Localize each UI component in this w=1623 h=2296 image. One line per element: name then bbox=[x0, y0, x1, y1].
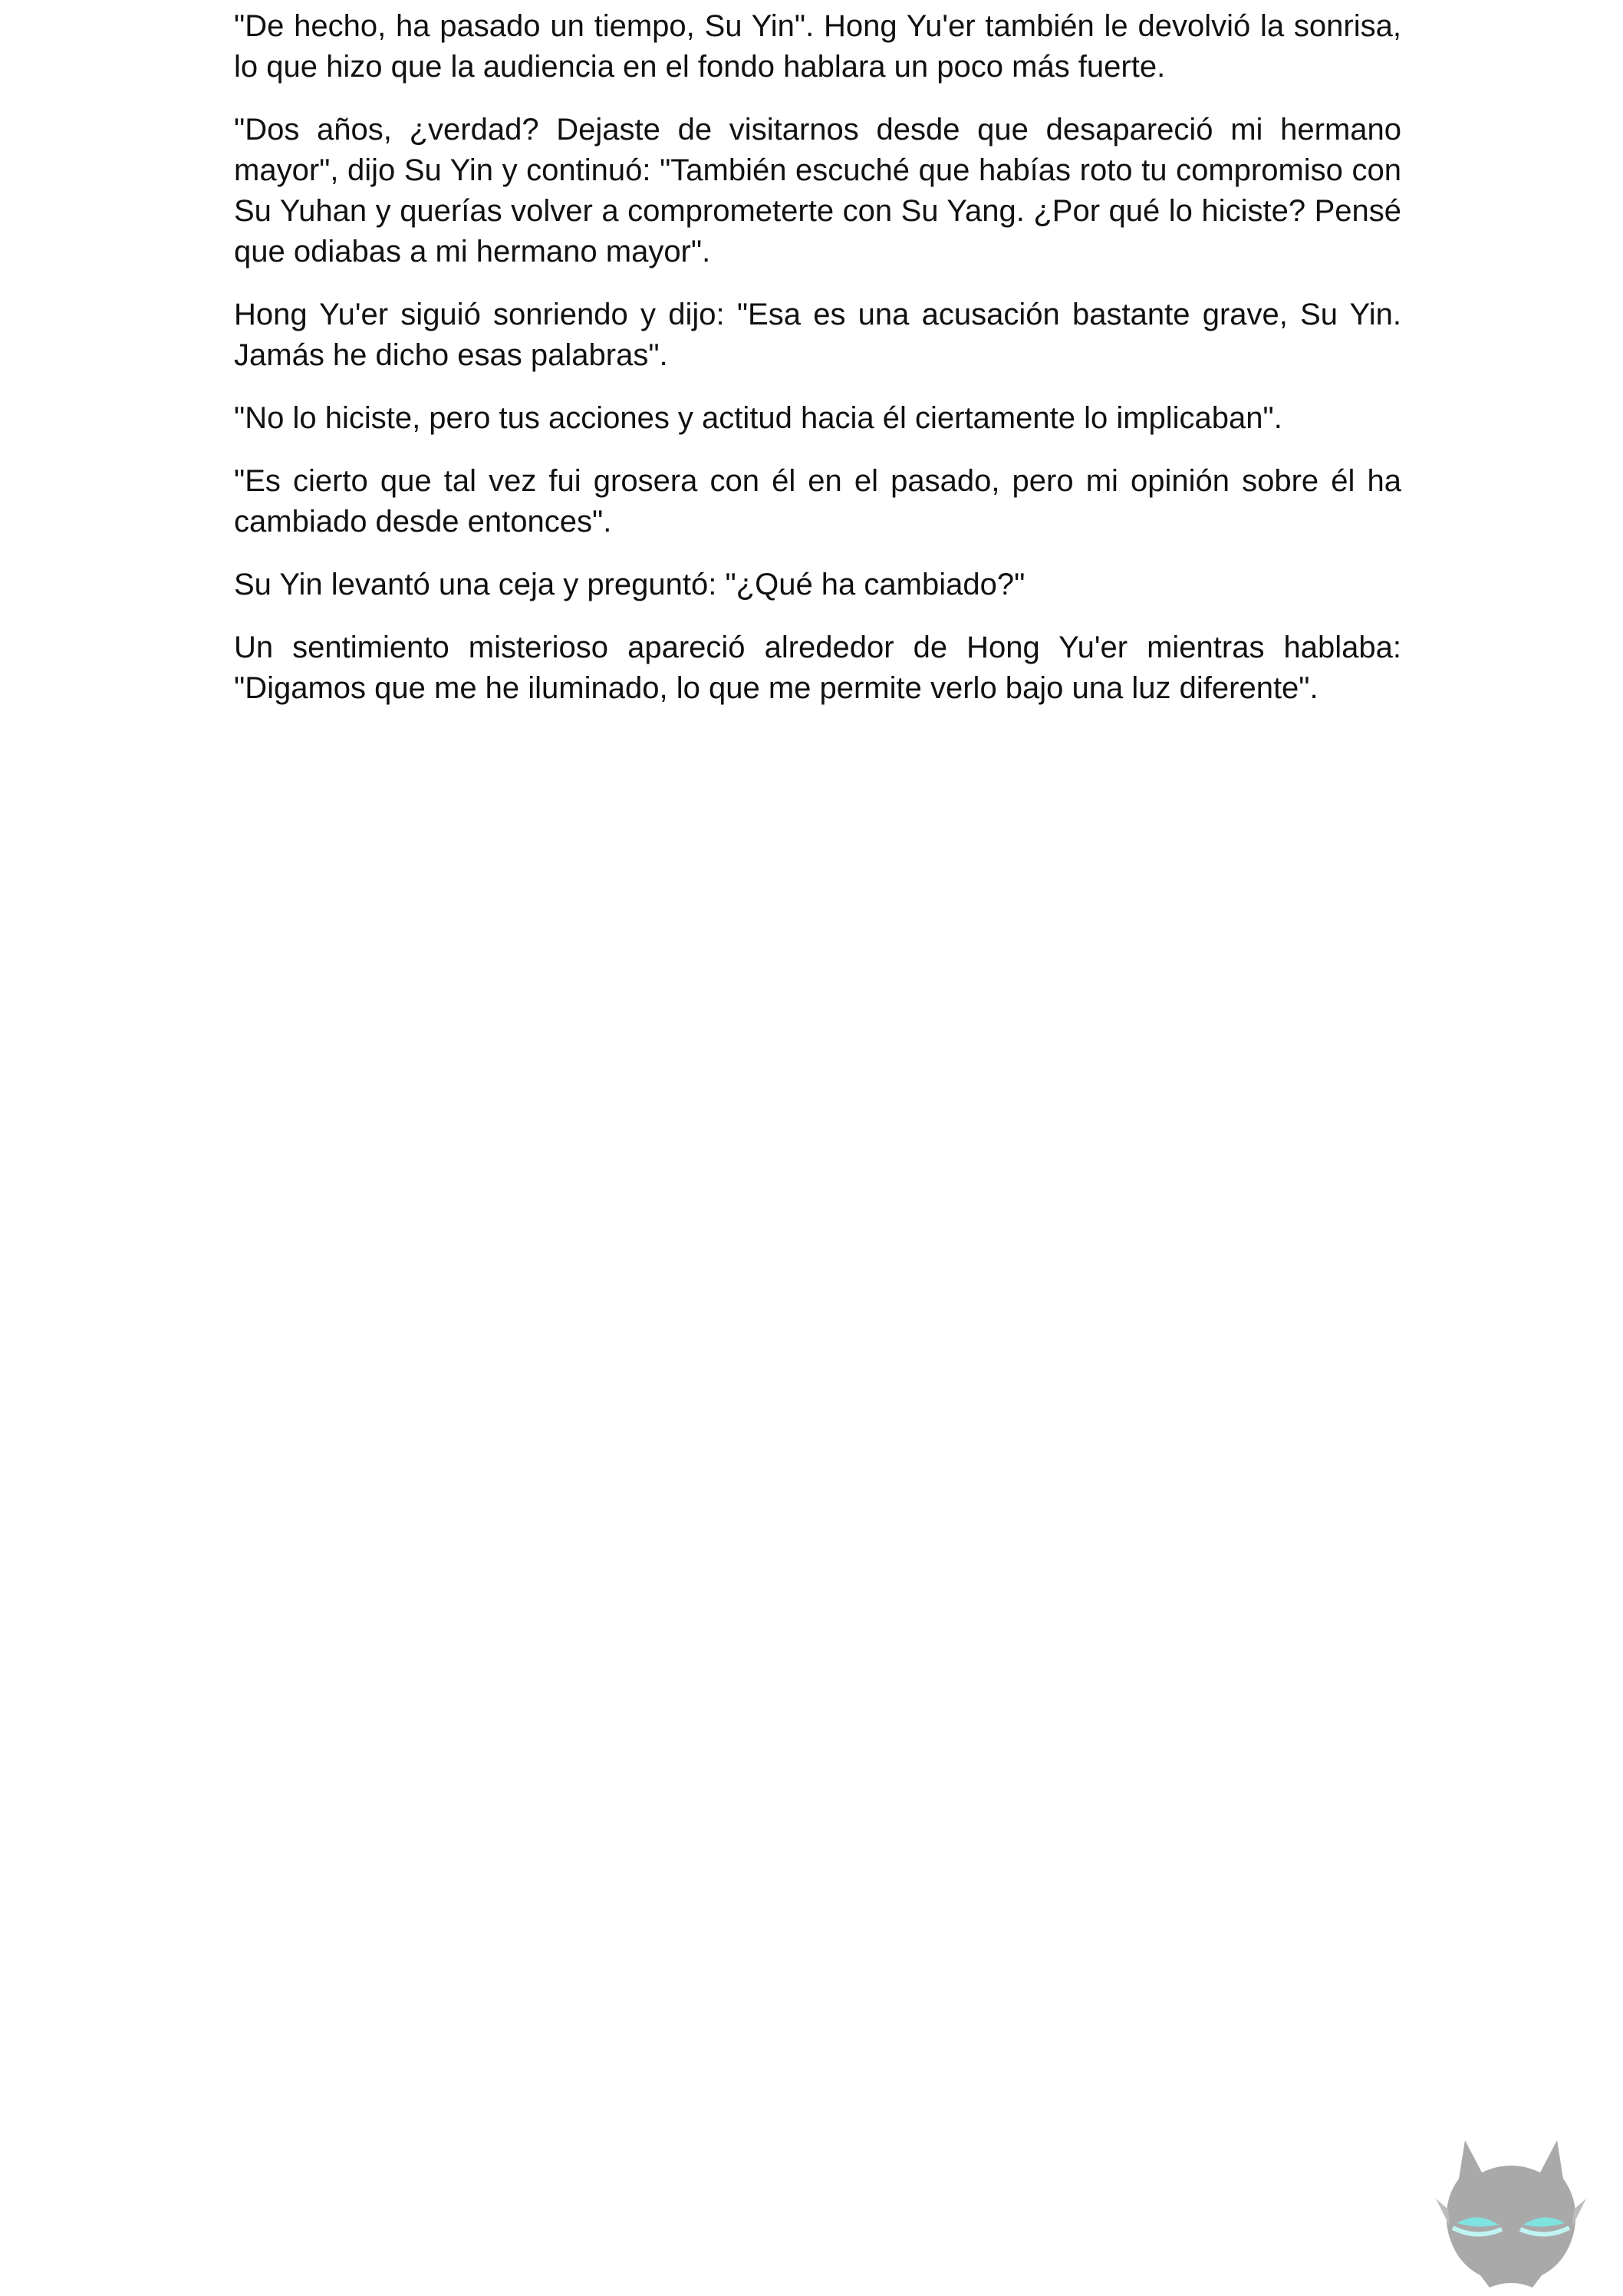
demon-head-logo-icon bbox=[1434, 2125, 1588, 2290]
logo-right-spike bbox=[1572, 2199, 1586, 2226]
document-body bbox=[234, 6, 1401, 731]
paragraph: "Dos años, ¿verdad? Dejaste de visitarnos desde que desapareció mi hermano mayor", dijo Su Yin y continuó: "También escuché que habías roto tu compromiso con Su Yuhan y querías volver a comprometerte con Su Yang. ¿Por qué lo hiciste? Pensé que odiabas a mi hermano mayor". bbox=[234, 113, 1401, 268]
paragraph: "De hecho, ha pasado un tiempo, Su Yin". Hong Yu'er también le devolvió la sonrisa, lo que hizo que la audiencia en el fondo hablara un poco más fuerte. bbox=[234, 9, 1401, 84]
logo-left-spike bbox=[1436, 2199, 1450, 2226]
paragraph: Su Yin levantó una ceja y preguntó: "¿Qué ha cambiado?" bbox=[234, 568, 1025, 601]
logo-head-shape bbox=[1447, 2140, 1575, 2288]
paragraph: Un sentimiento misterioso apareció alrededor de Hong Yu'er mientras hablaba: "Digamos que me he iluminado, lo que me permite verlo bajo una luz diferente". bbox=[234, 631, 1401, 705]
paragraph: "No lo hiciste, pero tus acciones y actitud hacia él ciertamente lo implicaban". bbox=[234, 401, 1282, 435]
paragraph: Hong Yu'er siguió sonriendo y dijo: "Esa es una acusación bastante grave, Su Yin. Jamás he dicho esas palabras". bbox=[234, 298, 1401, 372]
paragraph: "Es cierto que tal vez fui grosera con él en el pasado, pero mi opinión sobre él ha cambiado desde entonces". bbox=[234, 464, 1401, 539]
